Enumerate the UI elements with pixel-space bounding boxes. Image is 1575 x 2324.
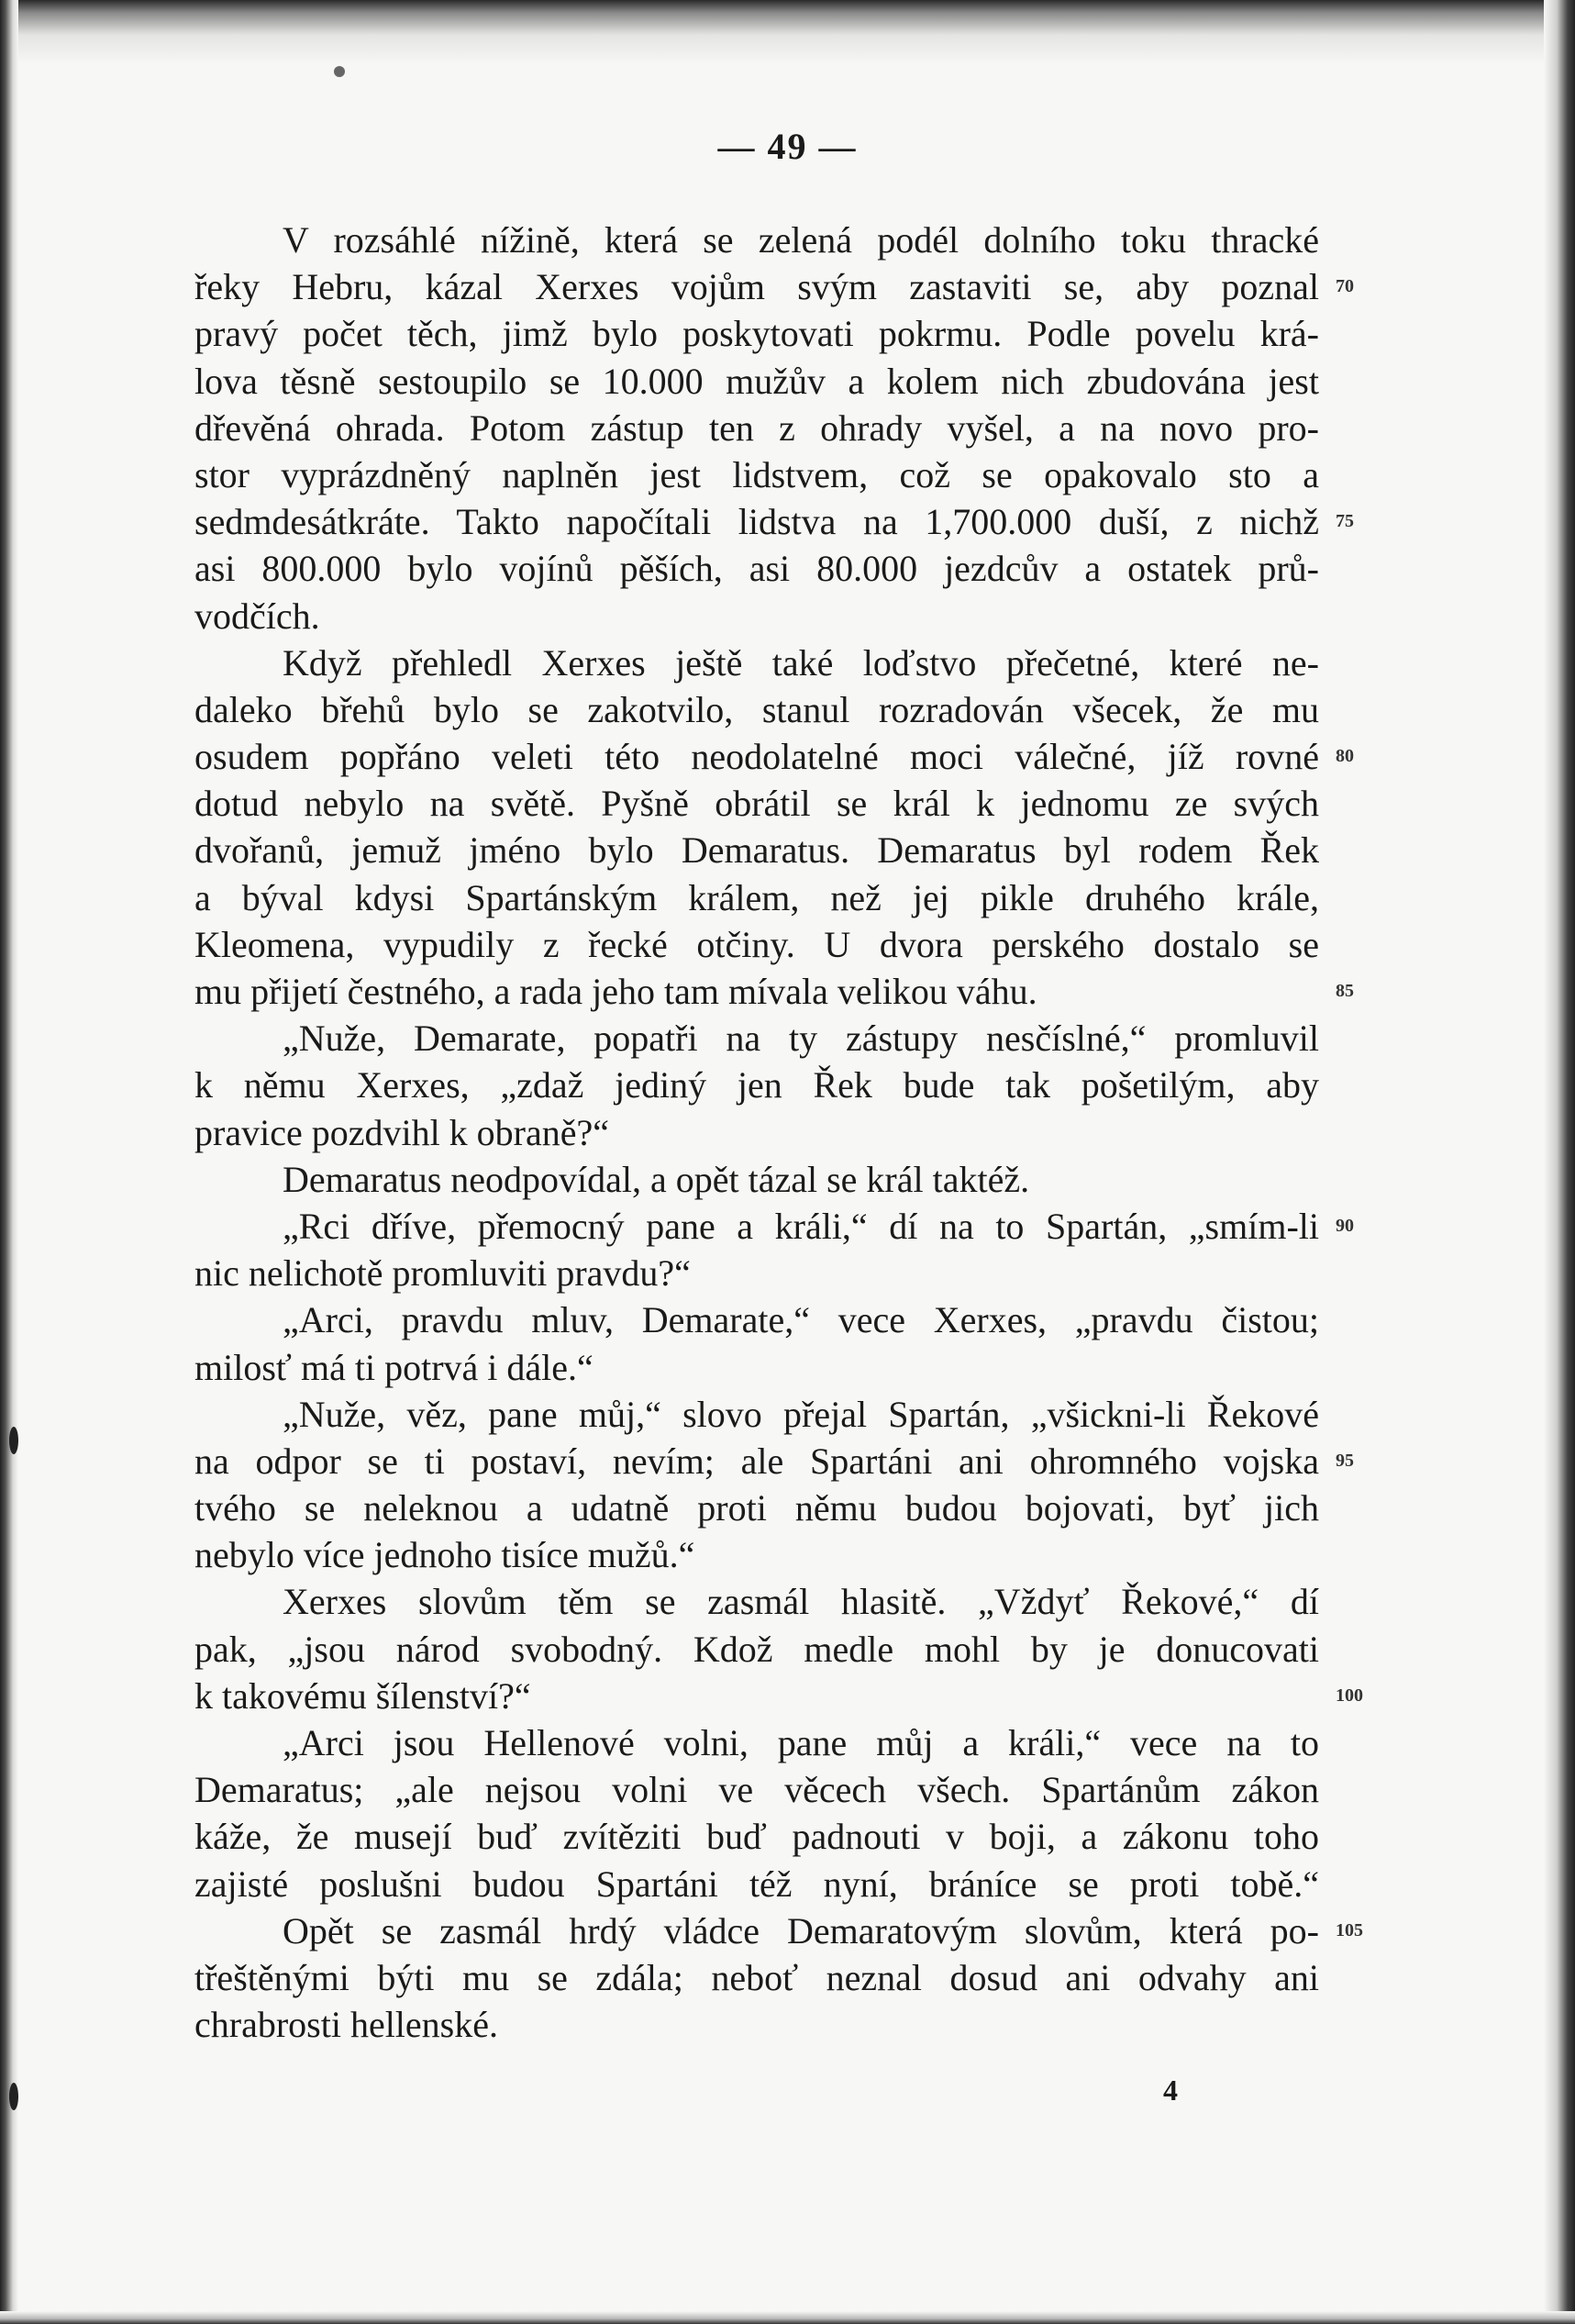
text-line: třeštěnými býti mu se zdála; neboť neznal dosud ani odvahy ani <box>194 1956 1319 1998</box>
margin-line-number: 80 <box>1336 746 1354 767</box>
margin-line-number: 100 <box>1336 1685 1363 1707</box>
scan-speck <box>9 1427 18 1454</box>
text-line: a býval kdysi Spartánským králem, než jej pikle druhého krále, <box>194 876 1319 918</box>
text-line: dotud nebylo na světě. Pyšně obrátil se král k jednomu ze svých <box>194 783 1319 825</box>
text-line: Demaratus; „ale nejsou volni ve věcech všech. Spartánům zákon <box>194 1769 1319 1811</box>
scan-bottom-edge <box>0 2311 1575 2324</box>
text-line: na odpor se ti postaví, nevím; ale Spartáni ani ohromného vojska <box>194 1440 1319 1482</box>
text-line: pravice pozdvihl k obraně?“ <box>194 1111 610 1153</box>
scan-right-edge <box>1544 0 1575 2324</box>
text-line: pak, „jsou národ svobodný. Kdož medle mohl by je donucovati <box>194 1628 1319 1670</box>
text-line: Opět se zasmál hrdý vládce Demaratovým slovům, která po- <box>283 1909 1319 1951</box>
text-line: „Nuže, Demarate, popatři na ty zástupy nesčíslné,“ promluvil <box>283 1017 1319 1060</box>
text-line: V rozsáhlé nížině, která se zelená podél dolního toku thracké <box>283 219 1319 261</box>
text-line: milosť má ti potrvá i dále.“ <box>194 1346 593 1388</box>
text-line: Kleomena, vypudily z řecké otčiny. U dvora perského dostalo se <box>194 923 1319 965</box>
text-line: „Nuže, věz, pane můj,“ slovo přejal Spartán, „všickni-li Řekové <box>283 1393 1319 1435</box>
text-line: dvořanů, jemuž jméno bylo Demaratus. Demaratus byl rodem Řek <box>194 829 1319 872</box>
text-line: sedmdesátkráte. Takto napočítali lidstva na 1,700.000 duší, z nichž <box>194 501 1319 543</box>
text-line: nebylo více jednoho tisíce mužů.“ <box>194 1534 695 1576</box>
text-line: asi 800.000 bylo vojínů pěších, asi 80.000 jezdcův a ostatek prů- <box>194 548 1319 590</box>
text-line: mu přijetí čestného, a rada jeho tam mívala velikou váhu. <box>194 971 1037 1012</box>
text-line: tvého se neleknou a udatně proti němu budou bojovati, byť jich <box>194 1487 1319 1529</box>
text-line: Xerxes slovům těm se zasmál hlasitě. „Vždyť Řekové,“ dí <box>283 1581 1319 1623</box>
text-line: nic nelichotě promluviti pravdu?“ <box>194 1252 691 1295</box>
text-line: k takovému šílenství?“ <box>194 1674 531 1717</box>
margin-line-number: 70 <box>1336 276 1354 297</box>
text-line: „Rci dříve, přemocný pane a králi,“ dí na to Spartán, „smím-li <box>283 1205 1319 1247</box>
scan-left-edge <box>0 0 18 2324</box>
page-folio: — 49 — <box>717 126 858 167</box>
text-line: řeky Hebru, kázal Xerxes vojům svým zastaviti se, aby poznal <box>194 266 1319 308</box>
text-line: „Arci jsou Hellenové volni, pane můj a králi,“ vece na to <box>283 1722 1319 1763</box>
text-line: daleko břehů bylo se zakotvilo, stanul rozradován všecek, že mu <box>194 688 1319 730</box>
text-line: osudem popřáno veleti této neodolatelné moci válečné, jíž rovné <box>194 736 1319 778</box>
text-line: k němu Xerxes, „zdaž jediný jen Řek bude tak pošetilým, aby <box>194 1064 1319 1106</box>
body-text <box>194 217 1319 2048</box>
text-line: lova těsně sestoupilo se 10.000 mužův a kolem nich zbudována jest <box>194 360 1319 402</box>
text-line: vodčích. <box>194 595 320 637</box>
scan-speck <box>334 66 345 77</box>
text-line: Demaratus neodpovídal, a opět tázal se král taktéž. <box>283 1158 1030 1200</box>
text-line: káže, že musejí buď zvítěziti buď padnouti v boji, a zákonu toho <box>194 1816 1319 1858</box>
margin-line-number: 85 <box>1336 981 1354 1002</box>
margin-line-number: 90 <box>1336 1216 1354 1237</box>
text-line: pravý počet těch, jimž bylo poskytovati pokrmu. Podle povelu krá- <box>194 313 1319 355</box>
text-line: „Arci, pravdu mluv, Demarate,“ vece Xerxes, „pravdu čistou; <box>283 1299 1319 1341</box>
text-line: stor vyprázdněný naplněn jest lidstvem, což se opakovalo sto a <box>194 453 1319 495</box>
scan-top-shadow <box>0 0 1575 64</box>
text-line: dřevěná ohrada. Potom zástup ten z ohrady vyšel, a na novo pro- <box>194 406 1319 449</box>
text-line: Když přehledl Xerxes ještě také loďstvo přečetné, které ne- <box>283 641 1319 684</box>
margin-line-number: 95 <box>1336 1451 1354 1472</box>
margin-line-number: 75 <box>1336 511 1354 532</box>
text-line: zajisté poslušni budou Spartáni též nyní, bráníce se proti tobě.“ <box>194 1863 1319 1905</box>
scan-speck <box>9 2083 18 2110</box>
signature-mark: 4 <box>1163 2074 1178 2107</box>
margin-line-number: 105 <box>1336 1920 1363 1941</box>
text-line: chrabrosti hellenské. <box>194 2004 498 2046</box>
